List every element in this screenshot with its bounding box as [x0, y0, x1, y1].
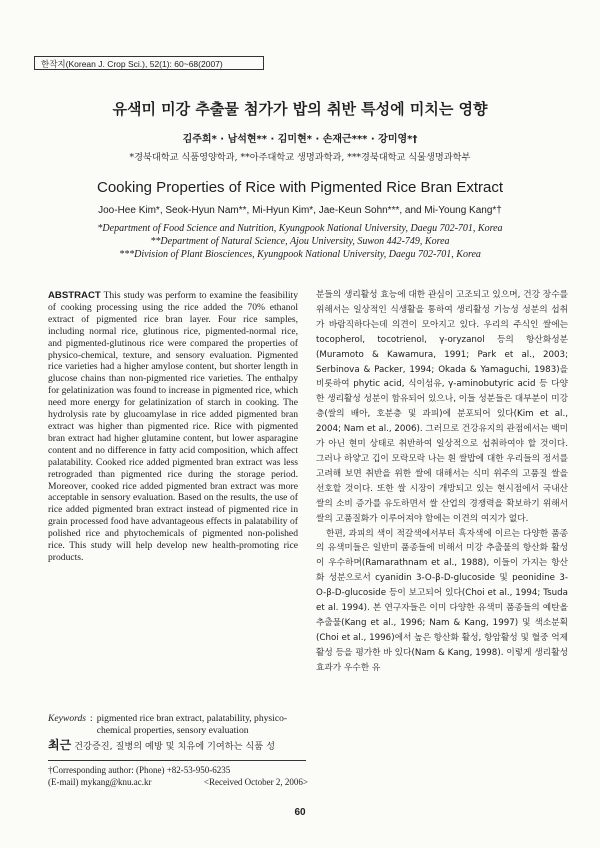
body-paragraph: 분들의 생리활성 효능에 대한 관심이 고조되고 있으며, 건강 장수를 위해서는 일상적인 식생활을 통하여 생리활성 기능성 성분의 섭취가 바람직하다는데 의견이 모아지고 있다. 우리의 주식인 쌀에는 tocopherol, tocotrienol, γ-oryzanol 등의 항산화성분(Muramoto & Kawamura, 1991; Park et al., 2003; Serbinova & Packer, 1994; Okada & Yamaguchi, 1983)을 비롯하여 phytic acid, 식이섬유, γ-aminobutyric acid 등 다양한 생리활성 성분이 함유되어 있으나, 이들 성분들은 대부분이 미강층(쌀의 배아, 호분층 및 과피)에 분포되어 있다(Kim et al., 2004; Nam et al., 2006). 그러므로 건강유지의 관점에서는 백미가 아닌 현미 상태로 취반하여 일상적으로 섭취하여야 할 것이다. 그러나 하얗고 깁이 모락모락 나는 흰 쌀밥에 대한 우리들의 정서를 고려해 보면 취반을 위한 쌀에 대해서는 식미 위주의 고품질 쌀을 선호할 것이다. 또한 쌀 시장이 개방되고 있는 현시점에서 국내산 쌀의 소비 증가를 유도하면서 쌀 산업의 경쟁력을 확보하기 위해서 쌀의 고품질화가 이루어져야 함에는 이견의 여지가 없다. — [316, 290, 568, 524]
received-date: <Received October 2, 2006> — [203, 777, 308, 787]
korean-title: 유색미 미강 추출물 첨가가 밥의 취반 특성에 미치는 영향 — [112, 100, 488, 118]
introduction-start — [48, 738, 300, 754]
corresponding-author: †Corresponding author: (Phone) +82-53-950-6235 — [48, 765, 231, 775]
footnote-divider — [48, 760, 306, 761]
body-right-column — [316, 288, 568, 676]
author-email: (E-mail) mykang@knu.ac.kr — [48, 777, 152, 787]
english-affiliations — [0, 222, 600, 261]
page-number: 60 — [294, 807, 306, 818]
body-paragraph: 한편, 과피의 색이 적갈색에서부터 흑자색에 이르는 다양한 품종의 유색미들은 일반미 품종들에 비해서 미강 추출물의 항산화 활성이 우수하며(Ramarathnam et al., 1988), 이들이 가지는 항산화 성분으로서 cyanidin 3-O-β-D-glucoside 및 peonidine 3-O-β-D-glucoside 등이 보고되어 있다(Choi et al., 1994; Tsuda et al. 1994). 본 연구자들은 이미 다양한 유색미 품종들의 예탄올 추출물(Kang et al., 1996; Nam & Kang, 1997) 및 색소분획(Choi et al., 1996)에서 높은 항산화 활성, 항암활성 및 혈중 억제활성 등을 평가한 바 있다(Nam & Kang, 1998). 이렇게 생리활성 효과가 우수한 유 — [316, 528, 568, 673]
keywords — [48, 713, 300, 737]
abstract — [48, 290, 298, 564]
affiliation-line: *Department of Food Science and Nutrition, Kyungpook National University, Daegu 702-701, Korea — [97, 223, 503, 234]
english-title: Cooking Properties of Rice with Pigmented Rice Bran Extract — [96, 179, 503, 196]
keywords-label: Keywords — [48, 713, 87, 724]
journal-reference: 한작지(Korean J. Crop Sci.), 52(1): 60~68(2007) — [34, 56, 264, 70]
keywords-text: pigmented rice bran extract, palatability, physico-chemical properties, sensory evaluation — [96, 713, 288, 736]
abstract-text: This study was perform to examine the feasibility of cooking processing using the rice added the 70% ethanol extract of pigmented rice bran layer. Four rice samples, including normal rice, glutinous rice, pigmented-normal rice, and pigmented-glutinous rice were compared the properties of physico-chemical, texture, and sensory evaluation. Pigmented rice varieties had a higher amylose content, but shorter length in glucose chains than non-pigmented rice varieties. The enthalpy for gelatinization was found to increase in pigmented rice, which need more energy for gelatinization of starch in cooking. The hydrolysis rate by glucoamylase in rice added pigmented bran extract was higher than pigmented rice. Rice with pigmented bran extract had higher glutamine content, but lower asparagine content and no difference in fatty acid composition, which affect palatability. Cooked rice added pigmented bran extract was less retrograded than pigmented rice during the storage period. Moreover, cooked rice added pigmented bran extract was more acceptable in sensory evaluation. Based on the results, the use of rice added pigmented bran extract instead of pigmented rice in grain processed food have advantageous effects in palatability of polished rice and phytochemicals of pigmented non-polished rice. This study will help develop new health-promoting rice products. — [48, 290, 298, 563]
footnote — [48, 764, 308, 788]
korean-authors: 김주희* · 남석현** · 김미현* · 손재근*** · 강미영*† — [182, 134, 418, 145]
introduction-heading: 최근 — [48, 738, 72, 752]
affiliation-line: ***Division of Plant Biosciences, Kyungpook National University, Daegu 702-701, Korea — [119, 249, 481, 260]
abstract-label: ABSTRACT — [48, 290, 101, 301]
korean-affiliations: *경북대학교 식품영양학과, **아주대학교 생명과학과, ***경북대학교 식물생명과학부 — [129, 152, 471, 163]
keywords-separator: : — [90, 713, 93, 724]
affiliation-line: **Department of Natural Science, Ajou University, Suwon 442-749, Korea — [150, 236, 450, 247]
introduction-text: 건강증진, 질병의 예방 및 치유에 기여하는 식품 성 — [74, 741, 275, 752]
english-authors: Joo-Hee Kim*, Seok-Hyun Nam**, Mi-Hyun Kim*, Jae-Keun Sohn***, and Mi-Young Kang*† — [98, 205, 502, 216]
